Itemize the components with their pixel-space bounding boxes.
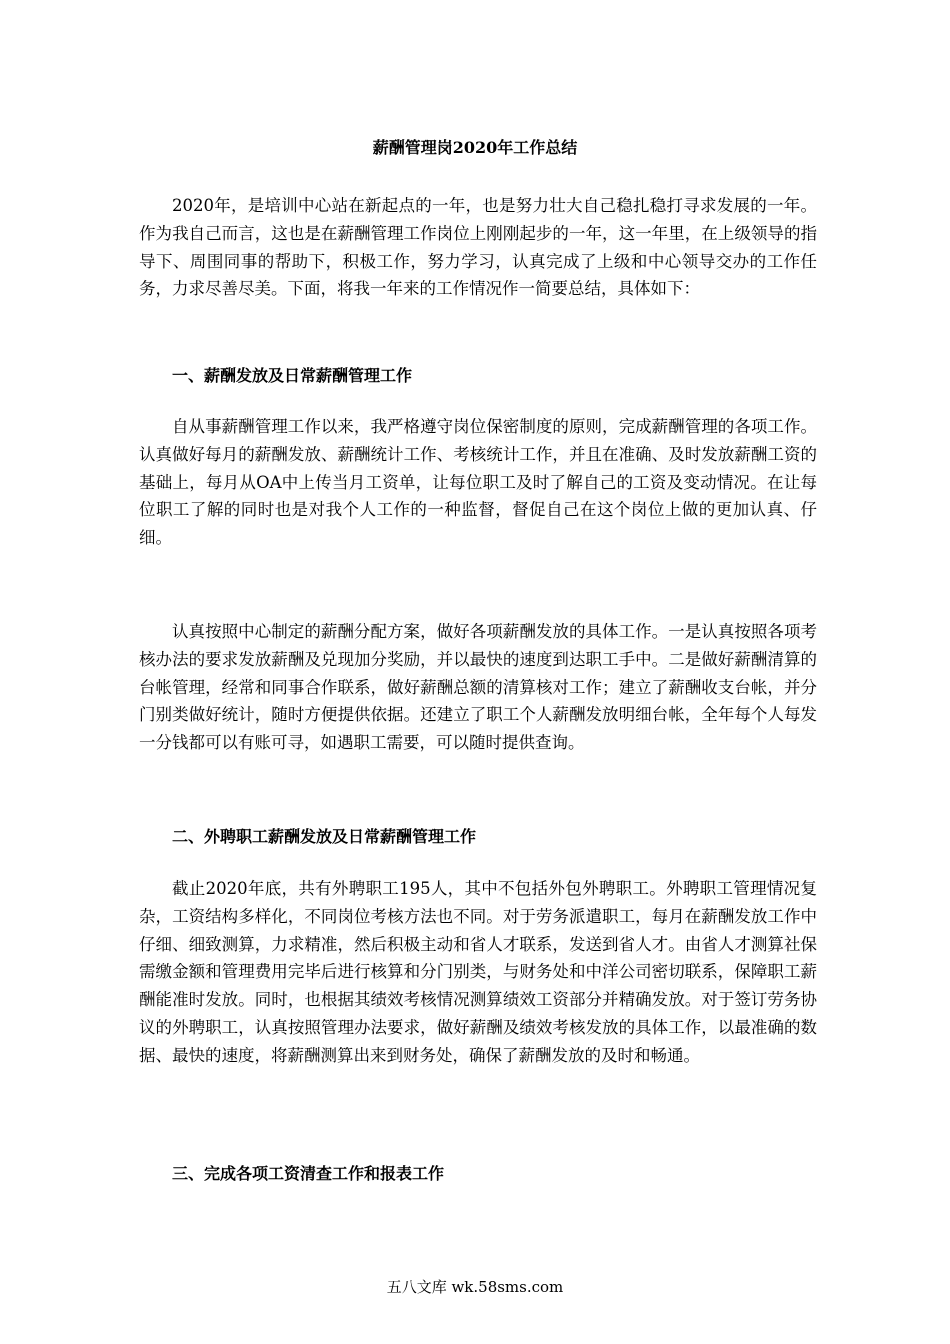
section-heading-2: 二、外聘职工薪酬发放及日常薪酬管理工作 bbox=[172, 827, 477, 846]
footer-watermark: 五八文库 wk.58sms.com bbox=[386, 1278, 564, 1296]
section2-paragraph-1: 截止2020年底，共有外聘职工195人，其中不包括外包外聘职工。外聘职工管理情况复杂，工资结构多样化，不同岗位考核方法也不同。对于劳务派遣职工，每月在薪酬发放工作中仔细、细致测算，力求精准，然后积极主动和省人才联系，发送到省人才。由省人才测算社保需缴金额和管理费用完毕后进行核算和分门别类，与财务处和中洋公司密切联系，保障职工薪酬能准时发放。同时，也根据其绩效考核情况测算绩效工资部分并精确发放。对于签订劳务协议的外聘职工，认真按照管理办法要求，做好薪酬及绩效考核发放的具体工作，以最准确的数据、最快的速度，将薪酬测算出来到财务处，确保了薪酬发放的及时和畅通。 bbox=[139, 879, 817, 1065]
section1-paragraph-2: 认真按照中心制定的薪酬分配方案，做好各项薪酬发放的具体工作。一是认真按照各项考核办法的要求发放薪酬及兑现加分奖励，并以最快的速度到达职工手中。二是做好薪酬清算的台帐管理，经常和同事合作联系，做好薪酬总额的清算核对工作；建立了薪酬收支台帐，并分门别类做好统计，随时方便提供依据。还建立了职工个人薪酬发放明细台帐，全年每个人每发一分钱都可以有账可寻，如遇职工需要，可以随时提供查询。 bbox=[139, 622, 817, 753]
intro-paragraph: 2020年，是培训中心站在新起点的一年，也是努力壮大自己稳扎稳打寻求发展的一年。作为我自己而言，这也是在薪酬管理工作岗位上刚刚起步的一年，这一年里，在上级领导的指导下、周围同事的帮助下，积极工作，努力学习，认真完成了上级和中心领导交办的工作任务，力求尽善尽美。下面，将我一年来的工作情况作一简要总结，具体如下： bbox=[139, 196, 817, 299]
section-heading-1: 一、薪酬发放及日常薪酬管理工作 bbox=[172, 366, 413, 385]
section1-paragraph-1: 自从事薪酬管理工作以来，我严格遵守岗位保密制度的原则，完成薪酬管理的各项工作。认真做好每月的薪酬发放、薪酬统计工作、考核统计工作，并且在准确、及时发放薪酬工资的基础上，每月从OA中上传当月工资单，让每位职工及时了解自己的工资及变动情况。在让每位职工了解的同时也是对我个人工作的一种监督，督促自己在这个岗位上做的更加认真、仔细。 bbox=[139, 417, 817, 548]
section-heading-3: 三、完成各项工资清查工作和报表工作 bbox=[172, 1164, 445, 1183]
document-title: 薪酬管理岗2020年工作总结 bbox=[372, 138, 578, 157]
